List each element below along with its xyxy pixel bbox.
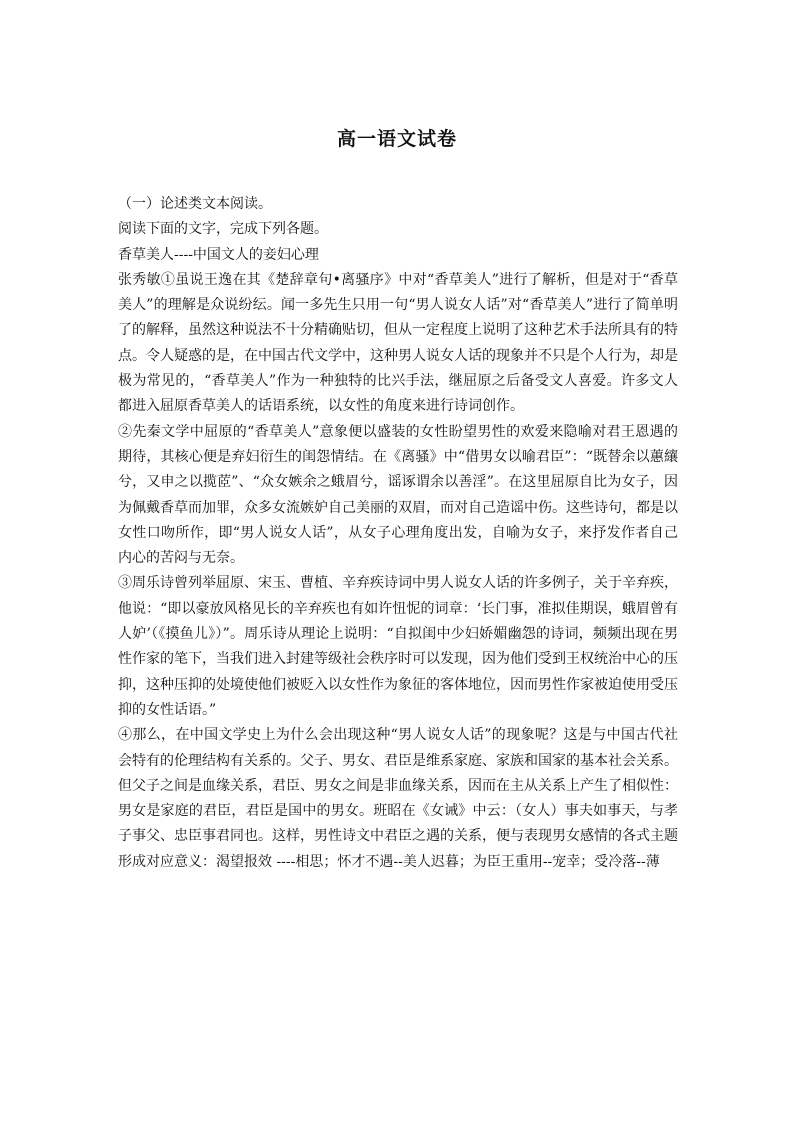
document-body (118, 192, 678, 875)
page-title: 高一语文试卷 (336, 128, 457, 150)
section-heading: （一）论述类文本阅读。 (118, 196, 272, 212)
instruction-text: 阅读下面的文字，完成下列各题。 (118, 221, 328, 238)
paragraph-3: ③周乐诗曾列举屈原、宋玉、曹植、辛弃疾诗词中男人说女人话的许多例子，关于辛弃疾，他说：“即以豪放风格见长的辛弃疾也有如许忸怩的词章：‘长门事，准拟佳期误，蛾眉曾有人妒’（《摸鱼儿》）”。周乐诗从理论上说明：“自拟闺中少妇娇媚幽怨的诗词，频频出现在男性作家的笔下，当我们进入封建等级社会秩序时可以发现，因为他们受到王权统治中心的压抑，这种压抑的处境使他们被贬入以女性作为象征的客体地位，因而男性作家被迫使用受压抑的女性话语。” (118, 575, 678, 718)
article-title: 香草美人----中国文人的妾妇心理 (118, 246, 319, 263)
paragraph-1: 张秀敏①虽说王逸在其《楚辞章句•离骚序》中对“香草美人”进行了解析，但是对于“香草美人”的理解是众说纷纭。闻一多先生只用一句“男人说女人话”对“香草美人”进行了简单明了的解释，虽然这种说法不十分精确贴切，但从一定程度上说明了这种艺术手法所具有的特点。令人疑惑的是，在中国古代文学中，这种男人说女人话的现象并不只是个人行为，却是极为常见的，“香草美人”作为一种独特的比兴手法，继屈原之后备受文人喜爱。许多文人都进入屈原香草美人的话语系统，以女性的角度来进行诗词创作。 (118, 271, 678, 415)
paragraph-4: ④那么，在中国文学史上为什么会出现这种“男人说女人话”的现象呢？这是与中国古代社会特有的伦理结构有关系的。父子、男女、君臣是维系家庭、家族和国家的基本社会关系。但父子之间是血缘关系，君臣、男女之间是非血缘关系，因而在主从关系上产生了相似性：男女是家庭的君臣，君臣是国中的男女。班昭在《女诫》中云：（女人）事夫如事天，与孝子事父、忠臣事君同也。这样，男性诗文中君臣之遇的关系，便与表现男女感情的各式主题形成对应意义：渴望报效 ----相思；怀才不遇--美人迟暮；为臣王重用--宠幸；受冷落--薄 (118, 727, 678, 870)
paragraph-2: ②先秦文学中屈原的“香草美人”意象便以盛装的女性盼望男性的欢爱来隐喻对君王恩遇的期待，其核心便是弃妇衍生的闺怨情结。在《离骚》中“借男女以喻君臣”：“既替余以蕙纕兮，又申之以揽茝”、“众女嫉余之蛾眉兮，谣诼谓余以善淫”。在这里屈原自比为女子，因为佩戴香草而加罪，众多女流嫉妒自己美丽的双眉，而对自己造谣中伤。这些诗句，都是以女性口吻所作，即“男人说女人话”，从女子心理角度出发，自喻为女子，来抒发作者自己内心的苦闷与无奈。 (118, 423, 678, 567)
